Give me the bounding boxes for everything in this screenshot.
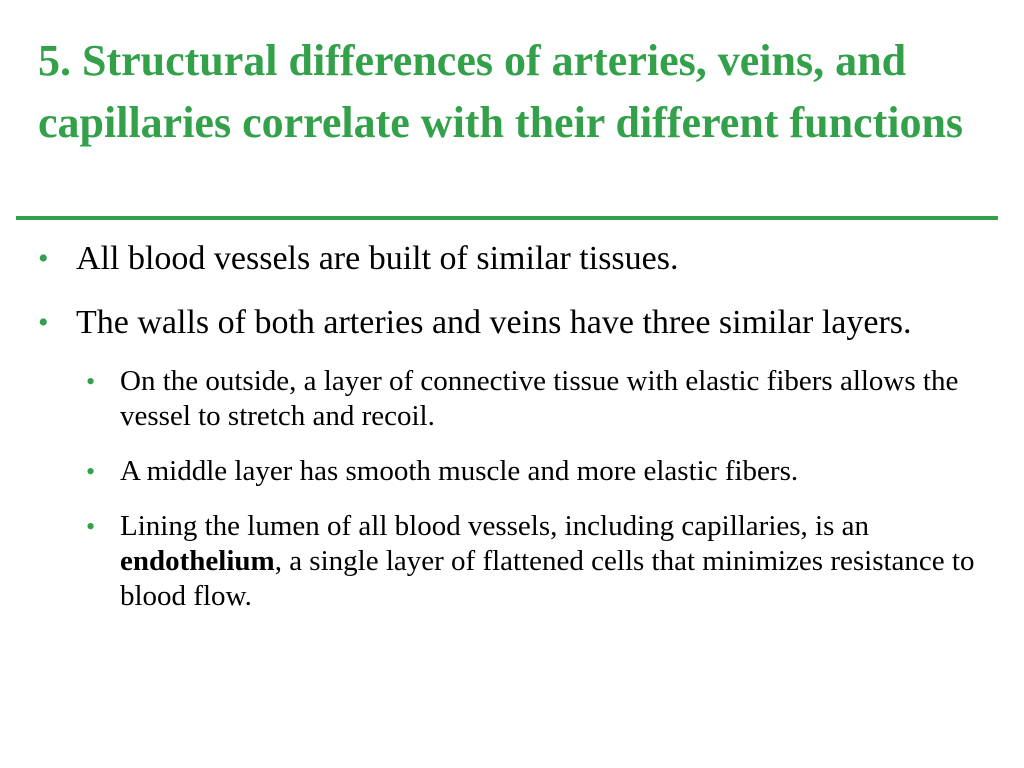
bullet-text: A middle layer has smooth muscle and more elastic fibers. [120, 455, 799, 487]
sub-bullet-item [38, 454, 998, 489]
bullet-text: On the outside, a layer of connective tissue with elastic fibers allows the vessel to stretch and recoil. [120, 365, 959, 432]
bullet-item [38, 300, 998, 346]
bullet-item [38, 236, 998, 282]
bullet-text: The walls of both arteries and veins have three similar layers. [76, 304, 912, 341]
bullet-text-before: Lining the lumen of all blood vessels, including capillaries, is an [120, 510, 870, 542]
sub-bullet-item [38, 364, 998, 434]
bullet-icon: • [38, 306, 49, 339]
bullet-text: All blood vessels are built of similar tissues. [76, 240, 679, 277]
bold-term-endothelium: endothelium [120, 545, 275, 577]
bullet-icon: • [38, 242, 49, 275]
bullet-list [38, 236, 998, 634]
slide-title: 5. Structural differences of arteries, veins, and capillaries correlate with their different functions [38, 36, 964, 147]
bullet-icon: • [86, 512, 96, 541]
title-divider [16, 216, 998, 220]
bullet-icon: • [86, 367, 96, 396]
bullet-icon: • [86, 457, 96, 486]
sub-bullet-item [38, 509, 998, 614]
bullet-text-after: , a single layer of flattened cells that minimizes resistance to blood flow. [120, 545, 975, 612]
